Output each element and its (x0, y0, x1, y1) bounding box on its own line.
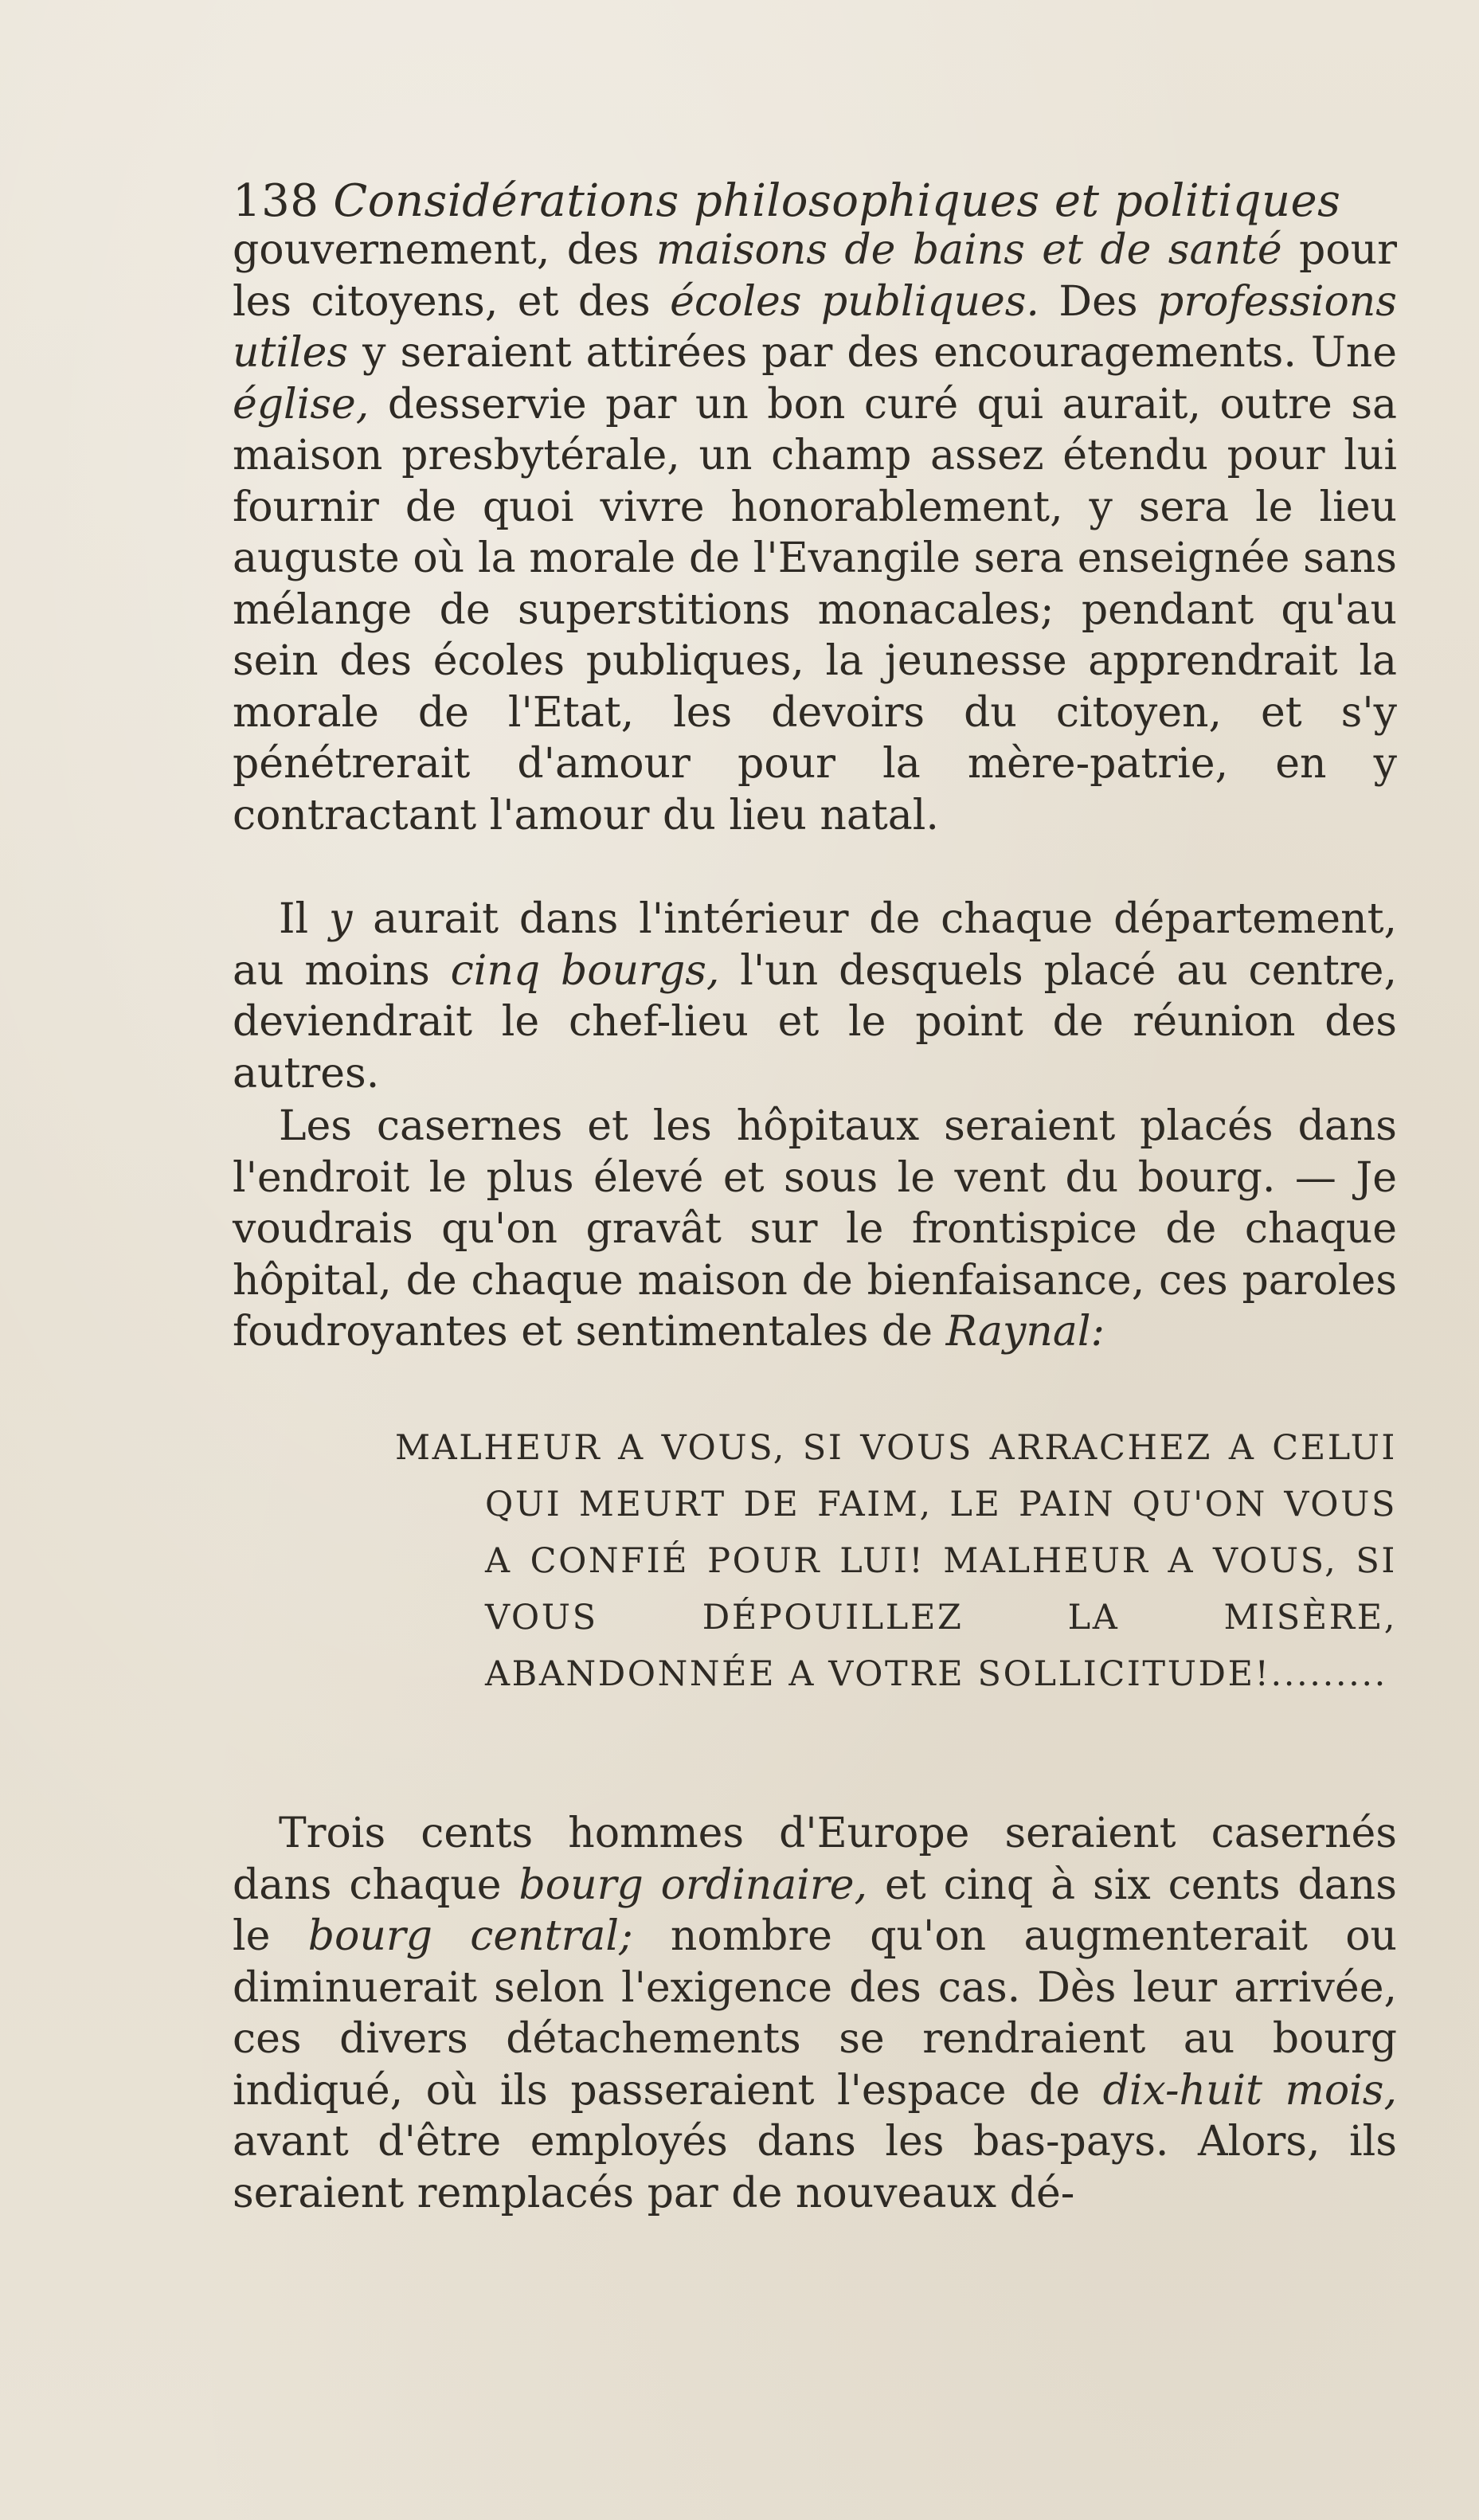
text-block-1 (233, 225, 1397, 841)
italic-text: bourg ordinaire, (518, 1861, 868, 1909)
text-run: desservie par un bon curé qui aurait, outre sa maison presbytérale, un champ assez étendu pour lui fournir de quoi vivre honorablement, y sera le lieu auguste où la morale de l'Evangile sera enseignée sans mélange de superstitions monacales; pendant qu'au sein des écoles publiques, la jeunesse apprendrait la morale de l'Etat, les devoirs du citoyen, et s'y pénétrerait d'amour pour la mère-patrie, en y contractant l'amour du lieu natal. (233, 380, 1397, 839)
italic-text: église, (233, 380, 370, 428)
text-run: l'un desquels placé au centre, deviendrait le chef-lieu et le point de réunion des autres. (233, 946, 1397, 1098)
italic-text: écoles publiques. (670, 277, 1039, 326)
paragraph-bourgs (233, 894, 1397, 1099)
text-run: et cinq à six cents dans le (233, 1861, 1397, 1960)
quotation-text: MALHEUR A VOUS, SI VOUS ARRACHEZ A CELUI QUI MEURT DE FAIM, LE PAIN QU'ON VOUS A CONFIÉ POUR LUI! MALHEUR A VOUS, SI VOUS DÉPOUILLEZ LA MISÈRE, ABANDONNÉE A VOTRE SOLLICITUDE!......... (395, 1428, 1397, 1694)
italic-text: y (328, 895, 353, 943)
text-run: pour les citoyens, et des (233, 226, 1397, 326)
text-run: nombre qu'on augmenterait ou diminuerait selon l'exigence des cas. Dès leur arrivée, ces divers détachements se rendraient au bourg indiqué, où ils passeraient l'espace de (233, 1912, 1397, 2115)
text-run: avant d'être employés dans les bas-pays. Alors, ils seraient remplacés par de nouveaux dé- (233, 2118, 1397, 2217)
italic-text: bourg central; (307, 1912, 633, 1960)
italic-text: maisons de bains et de santé (655, 226, 1282, 274)
text-run: Les casernes et les hôpitaux seraient placés dans l'endroit le plus élevé et sous le vent du bourg. — Je voudrais qu'on gravât sur le frontispice de chaque hôpital, de chaque maison de bienfaisance, ces paroles foudroyantes et sentimentales de (233, 1102, 1397, 1356)
text-run: gouvernement, des (233, 226, 656, 274)
italic-text: Raynal: (945, 1308, 1105, 1356)
paragraph-casernes (233, 1101, 1397, 1358)
running-title: Considérations philosophiques et politiques (333, 175, 1341, 227)
text-run: aurait dans l'intérieur de chaque département, au moins (233, 895, 1397, 995)
text-block-2 (233, 894, 1397, 1099)
text-run: Il (279, 895, 329, 943)
text-block-4 (233, 1808, 1397, 2219)
italic-text: cinq bourgs, (450, 946, 720, 995)
raynal-quotation (395, 1420, 1397, 1703)
running-head (233, 174, 1397, 229)
italic-text: professions utiles (233, 277, 1397, 377)
text-run: Des (1039, 277, 1158, 326)
paragraph-trois-cents (233, 1808, 1397, 2219)
text-run: y seraient attirées par des encouragements. Une (348, 329, 1397, 377)
text-block-3 (233, 1101, 1397, 1358)
italic-text: dix-huit mois, (1102, 2066, 1397, 2115)
page-number: 138 (233, 175, 319, 227)
paragraph-continuation (233, 225, 1397, 841)
text-run: Trois cents hommes d'Europe seraient casernés dans chaque (233, 1810, 1397, 1909)
